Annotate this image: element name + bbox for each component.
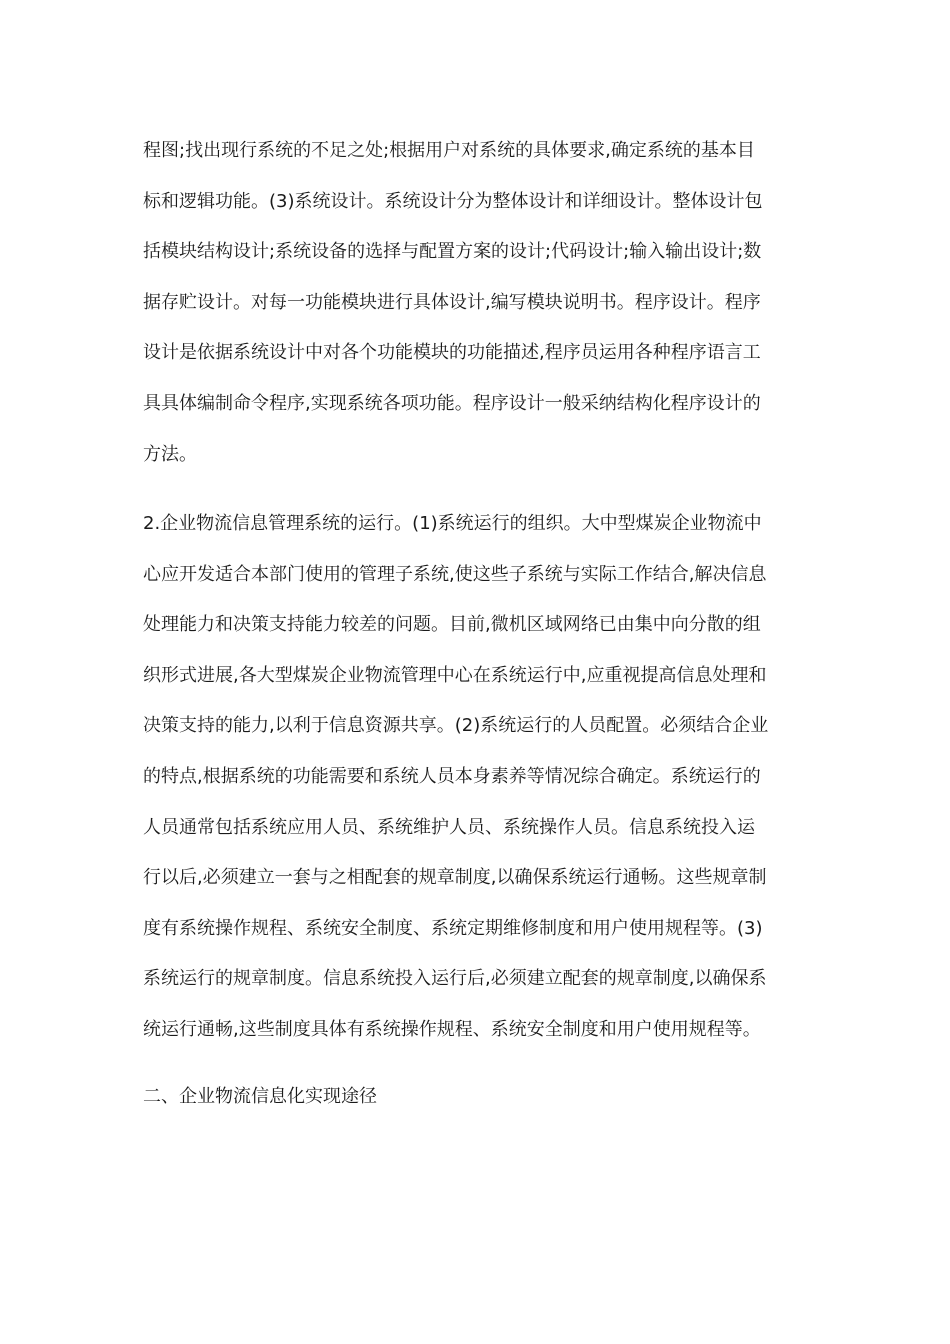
text-line: 方法。 bbox=[143, 443, 197, 465]
text-line: 设计是依据系统设计中对各个功能模块的功能描述,程序员运用各种程序语言工 bbox=[143, 342, 761, 364]
text-line: 2.企业物流信息管理系统的运行。(1)系统运行的组织。大中型煤炭企业物流中 bbox=[143, 513, 762, 534]
text-line: 据存贮设计。对每一功能模块进行具体设计,编写模块说明书。程序设计。程序 bbox=[143, 291, 761, 313]
text-line: 系统运行的规章制度。信息系统投入运行后,必须建立配套的规章制度,以确保系 bbox=[143, 968, 767, 990]
text-line: 人员通常包括系统应用人员、系统维护人员、系统操作人员。信息系统投入运 bbox=[143, 816, 755, 838]
section-heading bbox=[143, 1072, 811, 1123]
text-line: 的特点,根据系统的功能需要和系统人员本身素养等情况综合确定。系统运行的 bbox=[143, 765, 761, 787]
paragraph-system-design bbox=[143, 126, 811, 480]
text-line: 程图;找出现行系统的不足之处;根据用户对系统的具体要求,确定系统的基本目 bbox=[143, 140, 755, 161]
text-line: 括模块结构设计;系统设备的选择与配置方案的设计;代码设计;输入输出设计;数 bbox=[143, 241, 762, 263]
text-line: 决策支持的能力,以利于信息资源共享。(2)系统运行的人员配置。必须结合企业 bbox=[143, 715, 769, 737]
text-line: 度有系统操作规程、系统安全制度、系统定期维修制度和用户使用规程等。(3) bbox=[143, 917, 763, 939]
text-line: 织形式进展,各大型煤炭企业物流管理中心在系统运行中,应重视提高信息处理和 bbox=[143, 664, 767, 686]
text-line: 统运行通畅,这些制度具体有系统操作规程、系统安全制度和用户使用规程等。 bbox=[143, 1018, 761, 1040]
text-line: 心应开发适合本部门使用的管理子系统,使这些子系统与实际工作结合,解决信息 bbox=[143, 563, 767, 585]
text-line: 处理能力和决策支持能力较差的问题。目前,微机区域网络已由集中向分散的组 bbox=[143, 614, 761, 636]
text-line: 标和逻辑功能。(3)系统设计。系统设计分为整体设计和详细设计。整体设计包 bbox=[143, 190, 763, 212]
paragraph-system-operation bbox=[143, 499, 811, 1056]
text-line: 行以后,必须建立一套与之相配套的规章制度,以确保系统运行通畅。这些规章制 bbox=[143, 867, 767, 889]
section-heading-text: 二、企业物流信息化实现途径 bbox=[143, 1086, 377, 1107]
text-line: 具具体编制命令程序,实现系统各项功能。程序设计一般采纳结构化程序设计的 bbox=[143, 392, 761, 414]
